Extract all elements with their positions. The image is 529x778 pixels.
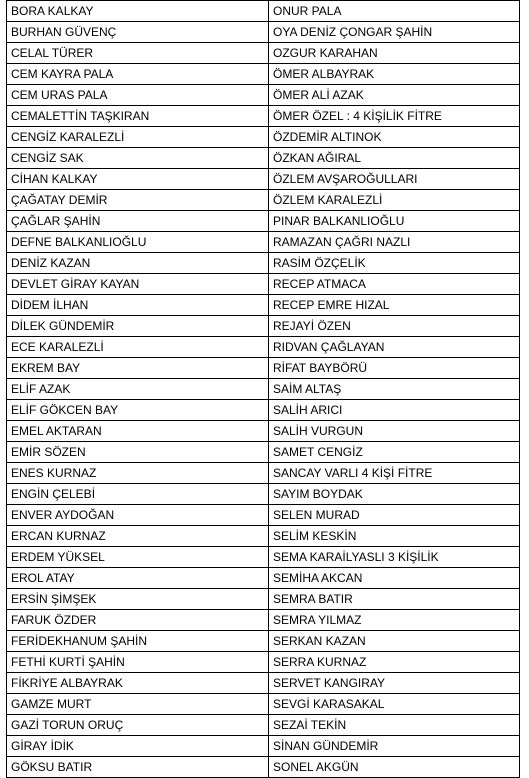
name-cell-right[interactable]: SALİH VURGUN <box>269 421 520 442</box>
name-cell-left[interactable]: DEFNE BALKANLIOĞLU <box>7 232 269 253</box>
table-row <box>7 64 520 85</box>
name-cell-left[interactable]: ERDEM YÜKSEL <box>7 547 269 568</box>
table-row <box>7 316 520 337</box>
table-row <box>7 589 520 610</box>
name-cell-left[interactable]: FİKRİYE ALBAYRAK <box>7 673 269 694</box>
name-cell-right[interactable]: SONEL AKGÜN <box>269 757 520 778</box>
table-row <box>7 211 520 232</box>
name-cell-right[interactable]: OZGUR KARAHAN <box>269 43 520 64</box>
name-cell-left[interactable]: GAMZE MURT <box>7 694 269 715</box>
name-cell-left[interactable]: CİHAN KALKAY <box>7 169 269 190</box>
name-cell-left[interactable]: CEM URAS PALA <box>7 85 269 106</box>
table-row <box>7 715 520 736</box>
table-row <box>7 463 520 484</box>
name-cell-left[interactable]: EROL ATAY <box>7 568 269 589</box>
name-cell-left[interactable]: CEM KAYRA PALA <box>7 64 269 85</box>
table-row <box>7 43 520 64</box>
name-cell-right[interactable]: RECEP ATMACA <box>269 274 520 295</box>
table-row <box>7 85 520 106</box>
name-cell-left[interactable]: ERSİN ŞİMŞEK <box>7 589 269 610</box>
name-cell-right[interactable]: SEMRA YILMAZ <box>269 610 520 631</box>
name-cell-left[interactable]: BURHAN GÜVENÇ <box>7 22 269 43</box>
table-row <box>7 652 520 673</box>
table-row <box>7 337 520 358</box>
name-cell-left[interactable]: ELİF GÖKCEN BAY <box>7 400 269 421</box>
table-row <box>7 232 520 253</box>
name-cell-right[interactable]: SİNAN GÜNDEMİR <box>269 736 520 757</box>
name-cell-right[interactable]: ÖMER ALBAYRAK <box>269 64 520 85</box>
name-cell-left[interactable]: GÖKSU BATIR <box>7 757 269 778</box>
table-body <box>7 1 520 778</box>
table-row <box>7 127 520 148</box>
name-cell-left[interactable]: ÇAĞATAY DEMİR <box>7 190 269 211</box>
name-cell-right[interactable]: ÖZKAN AĞIRAL <box>269 148 520 169</box>
name-cell-left[interactable]: ELİF AZAK <box>7 379 269 400</box>
table-row <box>7 484 520 505</box>
name-cell-right[interactable]: SELEN MURAD <box>269 505 520 526</box>
name-list-table <box>6 0 520 778</box>
name-cell-left[interactable]: EMİR SÖZEN <box>7 442 269 463</box>
name-cell-right[interactable]: ÖMER ALİ AZAK <box>269 85 520 106</box>
name-cell-right[interactable]: ÖMER ÖZEL : 4 KİŞİLİK FİTRE <box>269 106 520 127</box>
name-cell-left[interactable]: ÇAĞLAR ŞAHİN <box>7 211 269 232</box>
name-cell-left[interactable]: ERCAN KURNAZ <box>7 526 269 547</box>
name-cell-left[interactable]: DENİZ KAZAN <box>7 253 269 274</box>
name-cell-left[interactable]: FARUK ÖZDER <box>7 610 269 631</box>
name-cell-left[interactable]: BORA KALKAY <box>7 1 269 22</box>
name-cell-left[interactable]: FERİDEKHANUM ŞAHİN <box>7 631 269 652</box>
name-cell-right[interactable]: PINAR BALKANLIOĞLU <box>269 211 520 232</box>
name-cell-right[interactable]: SEMİHA AKCAN <box>269 568 520 589</box>
name-cell-right[interactable]: SEVGİ KARASAKAL <box>269 694 520 715</box>
name-cell-right[interactable]: SEMRA BATIR <box>269 589 520 610</box>
table-row <box>7 253 520 274</box>
name-cell-right[interactable]: SERRA KURNAZ <box>269 652 520 673</box>
name-cell-left[interactable]: EKREM BAY <box>7 358 269 379</box>
table-row <box>7 547 520 568</box>
name-cell-left[interactable]: CENGİZ SAK <box>7 148 269 169</box>
name-cell-left[interactable]: DEVLET GİRAY KAYAN <box>7 274 269 295</box>
name-cell-right[interactable]: SALİH ARICI <box>269 400 520 421</box>
table-row <box>7 22 520 43</box>
name-cell-right[interactable]: SAİM ALTAŞ <box>269 379 520 400</box>
name-cell-right[interactable]: OYA DENİZ ÇONGAR ŞAHİN <box>269 22 520 43</box>
table-row <box>7 400 520 421</box>
table-row <box>7 421 520 442</box>
name-cell-left[interactable]: EMEL AKTARAN <box>7 421 269 442</box>
name-cell-right[interactable]: SEMA KARAİLYASLI 3 KİŞİLİK <box>269 547 520 568</box>
table-row <box>7 694 520 715</box>
name-cell-left[interactable]: ENVER AYDOĞAN <box>7 505 269 526</box>
name-cell-right[interactable]: SELİM KESKİN <box>269 526 520 547</box>
name-cell-right[interactable]: SANCAY VARLI 4 KİŞİ FİTRE <box>269 463 520 484</box>
table-row <box>7 568 520 589</box>
table-row <box>7 673 520 694</box>
table-row <box>7 148 520 169</box>
table-row <box>7 526 520 547</box>
name-cell-right[interactable]: RIDVAN ÇAĞLAYAN <box>269 337 520 358</box>
name-cell-right[interactable]: RECEP EMRE HIZAL <box>269 295 520 316</box>
name-cell-right[interactable]: SAMET CENGİZ <box>269 442 520 463</box>
table-row <box>7 295 520 316</box>
name-cell-left[interactable]: GAZİ TORUN ORUÇ <box>7 715 269 736</box>
name-cell-right[interactable]: RAMAZAN ÇAĞRI NAZLI <box>269 232 520 253</box>
name-cell-left[interactable]: DİDEM İLHAN <box>7 295 269 316</box>
table-row <box>7 190 520 211</box>
table-row <box>7 379 520 400</box>
name-cell-left[interactable]: ENGİN ÇELEBİ <box>7 484 269 505</box>
name-cell-left[interactable]: DİLEK GÜNDEMİR <box>7 316 269 337</box>
table-row <box>7 757 520 778</box>
name-cell-left[interactable]: ENES KURNAZ <box>7 463 269 484</box>
table-row <box>7 1 520 22</box>
name-cell-right[interactable]: RASİM ÖZÇELİK <box>269 253 520 274</box>
table-row <box>7 631 520 652</box>
name-cell-left[interactable]: FETHİ KURTİ ŞAHİN <box>7 652 269 673</box>
name-cell-right[interactable]: ÖZLEM KARALEZLİ <box>269 190 520 211</box>
name-cell-right[interactable]: ÖZDEMİR ALTINOK <box>269 127 520 148</box>
table-row <box>7 106 520 127</box>
table-row <box>7 358 520 379</box>
name-cell-right[interactable]: ÖZLEM AVŞAROĞULLARI <box>269 169 520 190</box>
name-cell-left[interactable]: ECE KARALEZLİ <box>7 337 269 358</box>
name-cell-right[interactable]: SERVET KANGIRAY <box>269 673 520 694</box>
table-row <box>7 610 520 631</box>
table-row <box>7 442 520 463</box>
name-cell-right[interactable]: SERKAN KAZAN <box>269 631 520 652</box>
table-row <box>7 169 520 190</box>
table-row <box>7 505 520 526</box>
name-cell-right[interactable]: ONUR PALA <box>269 1 520 22</box>
name-cell-right[interactable]: SAYIM BOYDAK <box>269 484 520 505</box>
name-cell-right[interactable]: RİFAT BAYBÖRÜ <box>269 358 520 379</box>
name-cell-right[interactable]: REJAYİ ÖZEN <box>269 316 520 337</box>
name-cell-right[interactable]: SEZAİ TEKİN <box>269 715 520 736</box>
name-cell-left[interactable]: CELAL TÜRER <box>7 43 269 64</box>
table-row <box>7 274 520 295</box>
name-cell-left[interactable]: CENGİZ KARALEZLİ <box>7 127 269 148</box>
name-cell-left[interactable]: CEMALETTİN TAŞKIRAN <box>7 106 269 127</box>
name-cell-left[interactable]: GİRAY İDİK <box>7 736 269 757</box>
table-row <box>7 736 520 757</box>
